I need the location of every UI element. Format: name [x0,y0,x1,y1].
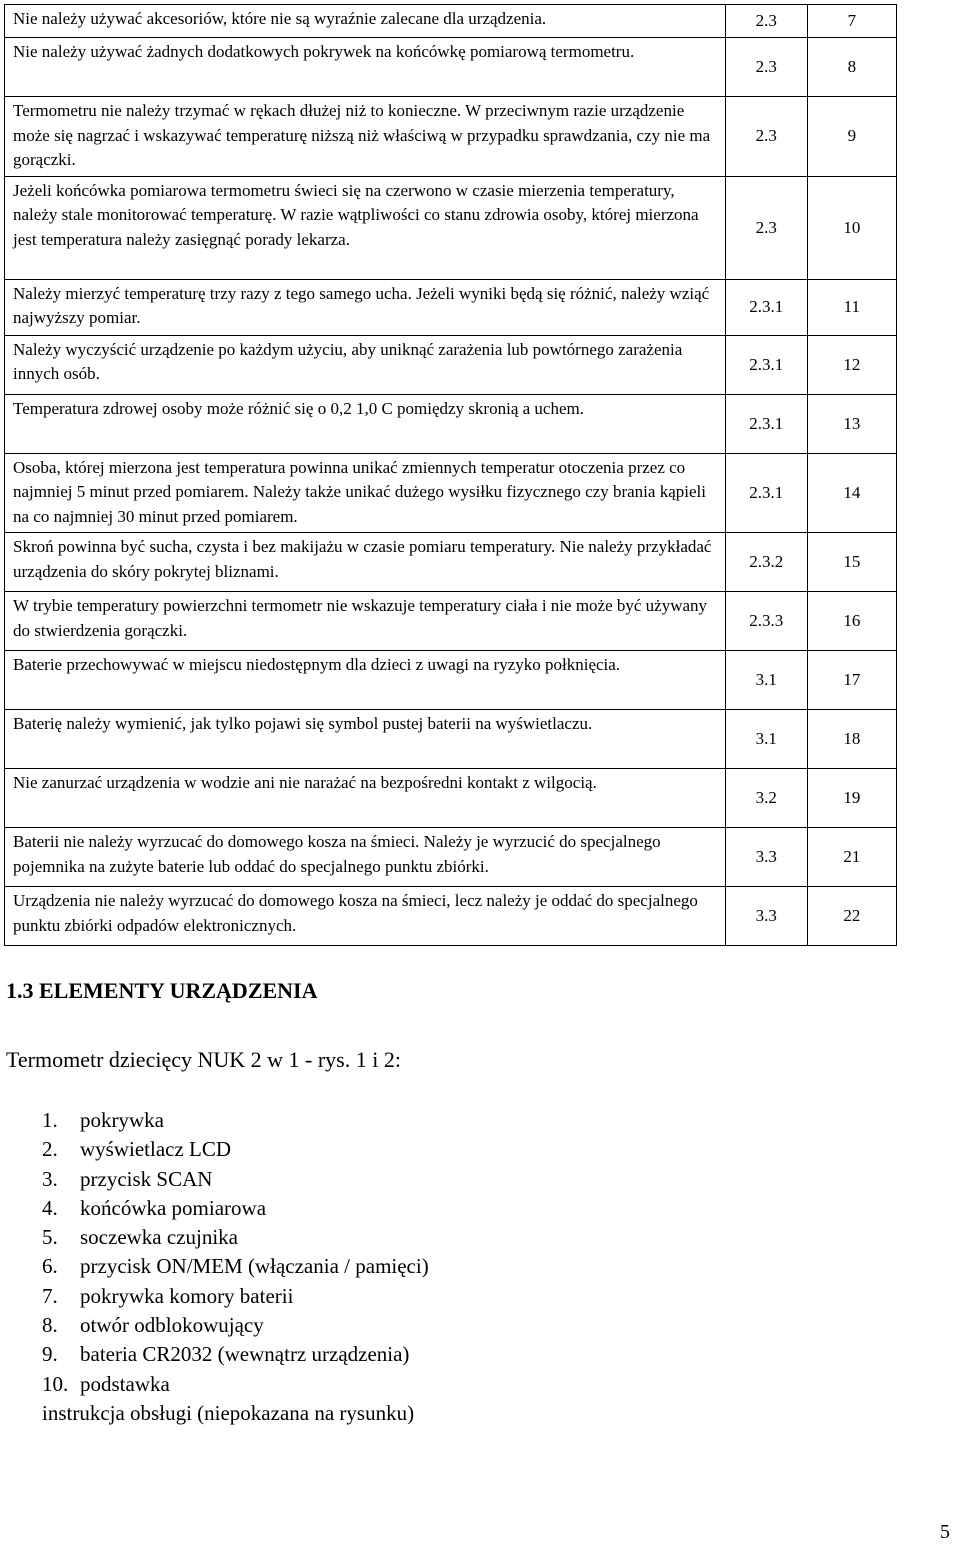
section-ref: 2.3.1 [725,279,807,335]
warning-text: Nie należy używać akcesoriów, które nie są wyraźnie zalecane dla urządzenia. [5,5,726,38]
warning-text: Baterie przechowywać w miejscu niedostępnym dla dzieci z uwagi na ryzyko połknięcia. [5,651,726,710]
table-row [5,5,897,38]
list-item-number: 3. [42,1166,58,1191]
warning-number: 16 [807,592,896,651]
warning-number: 13 [807,394,896,453]
warning-number: 18 [807,710,896,769]
list-item [42,1223,429,1252]
warning-number: 15 [807,533,896,592]
list-item-label: pokrywka [80,1108,164,1132]
warning-text: Należy wyczyścić urządzenie po każdym użyciu, aby uniknąć zarażenia lub powtórnego zarażenia innych osób. [5,335,726,394]
list-item-number: 4. [42,1195,58,1220]
list-item [42,1135,429,1164]
list-item [42,1252,429,1281]
table-row [5,279,897,335]
list-item-label: soczewka czujnika [80,1225,239,1250]
warning-text: Należy mierzyć temperaturę trzy razy z tego samego ucha. Jeżeli wyniki będą się różnić, należy wziąć najwyższy pomiar. [5,279,726,335]
section-ref: 2.3 [725,38,807,97]
section-ref: 3.1 [725,710,807,769]
table-row [5,592,897,651]
section-ref: 3.3 [725,887,807,946]
list-item-label: końcówka pomiarowa [80,1195,267,1220]
list-item-label: instrukcja obsługi (niepokazana na rysunku) [42,1400,415,1425]
table-row [5,38,897,97]
warning-number: 14 [807,453,896,533]
list-item [42,1340,429,1369]
table-row [5,335,897,394]
table-row [5,533,897,592]
section-ref: 3.3 [725,828,807,887]
section-ref: 2.3.2 [725,533,807,592]
warning-number: 11 [807,279,896,335]
section-ref: 2.3.1 [725,453,807,533]
section-ref: 2.3.1 [725,335,807,394]
intro-text: Termometr dziecięcy NUK 2 w 1 - rys. 1 i 2: [6,1047,401,1072]
table-row [5,651,897,710]
warning-text: Temperatura zdrowej osoby może różnić się o 0,2 1,0 C pomiędzy skronią a uchem. [5,394,726,453]
warning-text: Nie należy używać żadnych dodatkowych pokrywek na końcówkę pomiarową termometru. [5,38,726,97]
list-item [42,1370,429,1399]
table-row [5,828,897,887]
table-row [5,710,897,769]
warning-text: W trybie temperatury powierzchni termometr nie wskazuje temperatury ciała i nie może być używany do stwierdzenia gorączki. [5,592,726,651]
warnings-table-body [5,5,897,946]
warning-text: Baterii nie należy wyrzucać do domowego kosza na śmieci. Należy je wyrzucić do specjalnego pojemnika na zużyte baterie lub oddać do specjalnego punktu zbiórki. [5,828,726,887]
warning-text: Termometru nie należy trzymać w rękach dłużej niż to konieczne. W przeciwnym razie urządzenie może się nagrzać i wskazywać temperaturę niższą niż właściwą w przypadku sprawdzania, czy nie ma gorączki. [5,97,726,177]
section-heading: 1.3 ELEMENTY URZĄDZENIA [6,978,318,1003]
warning-number: 17 [807,651,896,710]
list-item-label: przycisk ON/MEM (włączania / pamięci) [80,1254,429,1279]
warning-text: Jeżeli końcówka pomiarowa termometru świeci się na czerwono w czasie mierzenia temperatury, należy stale monitorować temperaturę. W razie wątpliwości co stanu zdrowia osoby, której mierzona jest temperatura należy zasięgnąć porady lekarza. [5,176,726,279]
section-ref: 2.3.3 [725,592,807,651]
list-item-label: pokrywka komory baterii [80,1283,294,1308]
list-item-label: przycisk SCAN [80,1166,213,1191]
warning-number: 7 [807,5,896,38]
warning-text: Urządzenia nie należy wyrzucać do domowego kosza na śmieci, lecz należy je oddać do specjalnego punktu zbiórki odpadów elektronicznych. [5,887,726,946]
list-item-label: wyświetlacz LCD [80,1137,232,1162]
list-item [42,1106,429,1135]
table-row [5,394,897,453]
section-ref: 2.3 [725,5,807,38]
list-item-number: 2. [42,1137,58,1162]
table-row [5,97,897,177]
list-item-number: 1. [42,1108,58,1132]
list-item [42,1194,429,1223]
page-number: 5 [940,1521,950,1543]
parts-list [42,1106,429,1428]
list-item-label: otwór odblokowujący [80,1313,264,1338]
list-item [42,1399,429,1428]
list-item-number: 9. [42,1342,58,1367]
warning-number: 10 [807,176,896,279]
warnings-table [4,4,897,946]
table-row [5,453,897,533]
warning-number: 22 [807,887,896,946]
section-ref: 2.3 [725,176,807,279]
table-row [5,887,897,946]
warning-number: 8 [807,38,896,97]
list-item-label: bateria CR2032 (wewnątrz urządzenia) [80,1342,410,1367]
list-item [42,1311,429,1340]
list-item-label: podstawka [80,1371,170,1396]
warning-number: 21 [807,828,896,887]
list-item-number: 7. [42,1283,58,1308]
section-ref: 3.2 [725,769,807,828]
warning-text: Nie zanurzać urządzenia w wodzie ani nie narażać na bezpośredni kontakt z wilgocią. [5,769,726,828]
warning-text: Osoba, której mierzona jest temperatura powinna unikać zmiennych temperatur otoczenia przez co najmniej 5 minut przed pomiarem. Należy także unikać dużego wysiłku fizycznego czy brania kąpieli na co najmniej 30 minut przed pomiarem. [5,453,726,533]
section-ref: 3.1 [725,651,807,710]
warning-text: Baterię należy wymienić, jak tylko pojawi się symbol pustej baterii na wyświetlaczu. [5,710,726,769]
section-ref: 2.3.1 [725,394,807,453]
list-item [42,1165,429,1194]
warning-text: Skroń powinna być sucha, czysta i bez makijażu w czasie pomiaru temperatury. Nie należy przykładać urządzenia do skóry pokrytej bliznami. [5,533,726,592]
list-item-number: 8. [42,1313,58,1338]
list-item-number: 5. [42,1225,58,1250]
list-item [42,1282,429,1311]
table-row [5,176,897,279]
section-ref: 2.3 [725,97,807,177]
list-item-number: 6. [42,1254,58,1279]
warning-number: 19 [807,769,896,828]
table-row [5,769,897,828]
warning-number: 12 [807,335,896,394]
list-item-number: 10. [42,1371,69,1396]
warning-number: 9 [807,97,896,177]
